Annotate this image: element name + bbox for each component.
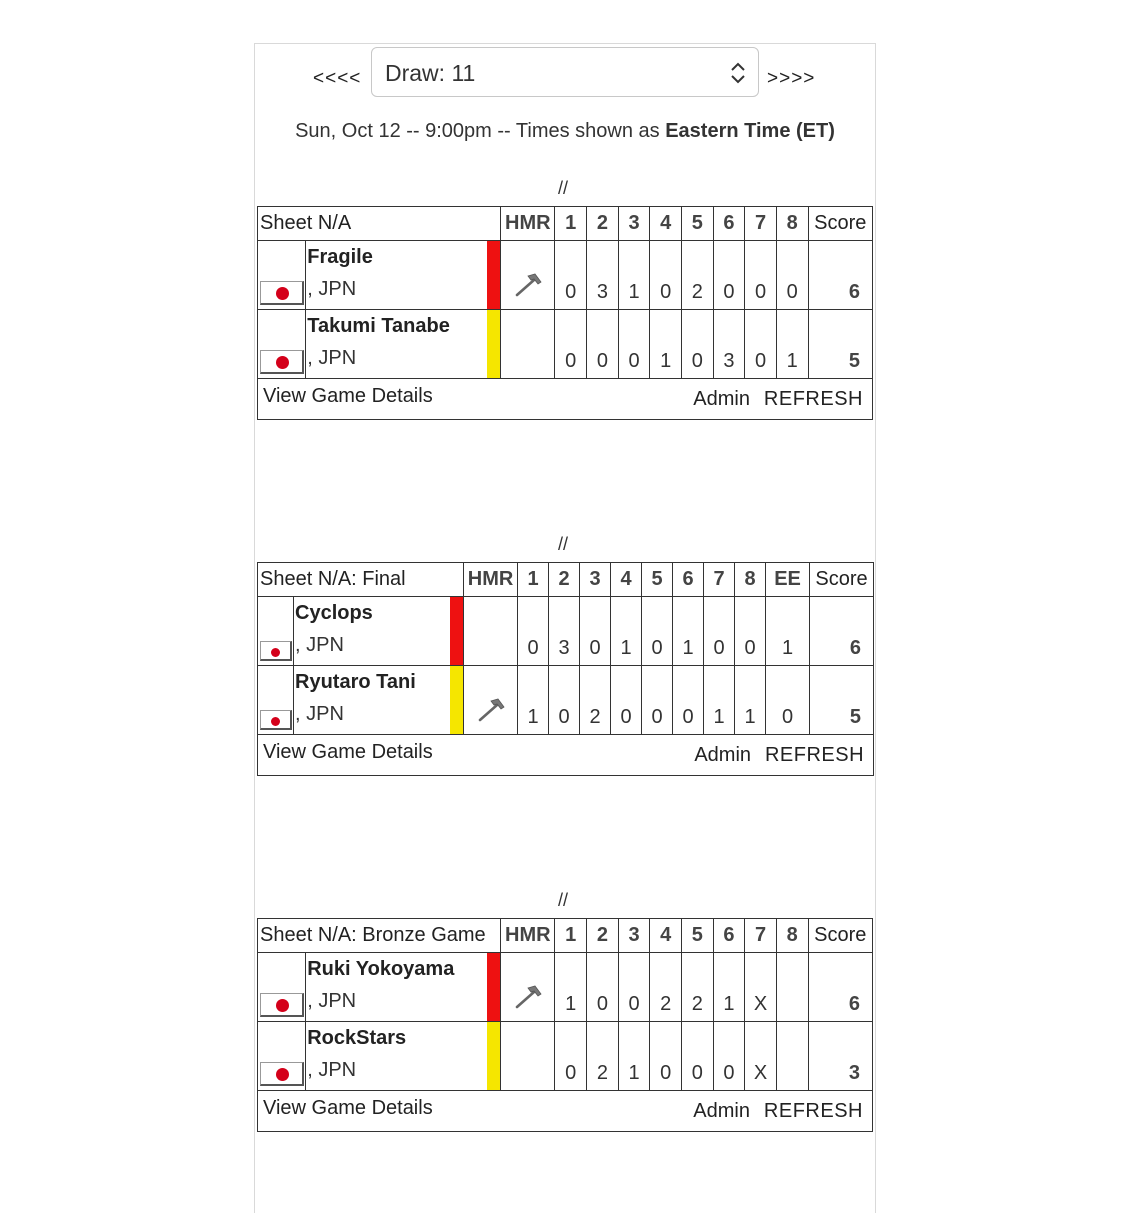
end-header: 3: [580, 563, 611, 597]
sheet-label: Sheet N/A: Bronze Game: [258, 919, 501, 953]
team-flag-cell: [258, 1022, 306, 1091]
hammer-cell: [464, 597, 518, 666]
end-header: 8: [735, 563, 766, 597]
total-score: 3: [808, 1022, 872, 1091]
end-score: 2: [650, 953, 682, 1022]
end-score: 1: [776, 310, 808, 379]
total-score: 6: [808, 953, 872, 1022]
total-score: 5: [810, 666, 874, 735]
score-header: Score: [808, 919, 872, 953]
end-score: 0: [580, 597, 611, 666]
admin-link[interactable]: Admin: [694, 744, 752, 766]
team-name[interactable]: Fragile: [307, 246, 373, 268]
draw-date-text: Sun, Oct 12 -- 9:00pm -- Times shown as: [295, 120, 666, 142]
team-country: , JPN: [307, 1059, 357, 1081]
score-header: Score: [810, 563, 874, 597]
end-score: 0: [555, 241, 587, 310]
end-score: [776, 1022, 808, 1091]
end-score: 0: [549, 666, 580, 735]
refresh-link[interactable]: REFRESH: [763, 1100, 863, 1122]
hmr-header: HMR: [501, 207, 555, 241]
end-score: 0: [735, 597, 766, 666]
end-score: 1: [673, 597, 704, 666]
end-header: 5: [681, 207, 713, 241]
view-game-details-link[interactable]: View Game Details: [263, 385, 433, 407]
scoreboard-header: [258, 563, 874, 597]
end-header: EE: [766, 563, 810, 597]
team-name-cell: [294, 666, 450, 735]
end-score: 0: [673, 666, 704, 735]
scoreboard-footer: [258, 379, 873, 420]
game-separator: //: [558, 178, 569, 198]
end-header: 2: [587, 207, 619, 241]
end-score: [776, 953, 808, 1022]
team-country: , JPN: [307, 347, 357, 369]
sheet-label: Sheet N/A: [258, 207, 501, 241]
stone-color-yellow: [487, 310, 501, 379]
end-header: 1: [518, 563, 549, 597]
end-header: 5: [681, 919, 713, 953]
team-flag-cell: [258, 241, 306, 310]
end-score: X: [745, 953, 777, 1022]
previous-draw-link[interactable]: <<<<: [313, 68, 362, 89]
hammer-cell: [501, 1022, 555, 1091]
game-separator: //: [558, 534, 569, 554]
end-header: 7: [704, 563, 735, 597]
draw-select[interactable]: [371, 47, 759, 97]
team-row: [258, 597, 874, 666]
end-header: 6: [713, 919, 745, 953]
total-score: 6: [808, 241, 872, 310]
japan-flag-icon: [260, 993, 304, 1017]
end-score: 2: [587, 1022, 619, 1091]
total-score: 5: [808, 310, 872, 379]
stone-color-yellow: [450, 666, 464, 735]
end-score: 0: [704, 597, 735, 666]
team-country: , JPN: [295, 634, 344, 656]
end-score: 1: [704, 666, 735, 735]
view-game-details-link[interactable]: View Game Details: [263, 1097, 433, 1119]
end-score: 0: [650, 241, 682, 310]
end-score: 0: [618, 953, 650, 1022]
draw-date-line: [254, 120, 876, 143]
end-header: 8: [776, 207, 808, 241]
stone-color-red: [487, 953, 501, 1022]
end-score: 0: [681, 310, 713, 379]
admin-link[interactable]: Admin: [693, 1100, 750, 1122]
end-score: 0: [618, 310, 650, 379]
end-score: 1: [518, 666, 549, 735]
end-score: 1: [766, 597, 810, 666]
end-header: 4: [650, 207, 682, 241]
end-header: 4: [650, 919, 682, 953]
stone-color-yellow: [487, 1022, 501, 1091]
team-name-cell: [294, 597, 450, 666]
japan-flag-icon: [260, 281, 304, 305]
hammer-cell: [501, 953, 555, 1022]
end-score: 2: [580, 666, 611, 735]
team-name[interactable]: Cyclops: [295, 602, 373, 624]
end-header: 3: [618, 919, 650, 953]
view-game-details-link[interactable]: View Game Details: [263, 741, 433, 763]
end-score: 2: [681, 953, 713, 1022]
timezone-label: Eastern Time (ET): [665, 120, 835, 142]
end-header: 4: [611, 563, 642, 597]
chevron-updown-icon: [730, 62, 746, 84]
next-draw-link[interactable]: >>>>: [767, 68, 816, 89]
scoreboard-header: [258, 919, 873, 953]
stone-color-red: [450, 597, 464, 666]
team-country: , JPN: [295, 703, 344, 725]
refresh-link[interactable]: REFRESH: [763, 388, 863, 410]
end-header: 1: [555, 919, 587, 953]
end-score: 3: [713, 310, 745, 379]
end-score: 0: [611, 666, 642, 735]
team-name[interactable]: Takumi Tanabe: [307, 315, 450, 337]
stone-color-red: [487, 241, 501, 310]
end-header: 7: [745, 207, 777, 241]
end-header: 3: [618, 207, 650, 241]
end-header: 5: [642, 563, 673, 597]
end-score: 0: [587, 953, 619, 1022]
team-row: [258, 1022, 873, 1091]
end-score: 0: [555, 1022, 587, 1091]
end-score: 1: [618, 1022, 650, 1091]
hammer-cell: [501, 310, 555, 379]
end-score: 0: [555, 310, 587, 379]
end-score: X: [745, 1022, 777, 1091]
team-country: , JPN: [307, 278, 357, 300]
end-score: 2: [681, 241, 713, 310]
end-header: 6: [713, 207, 745, 241]
end-score: 1: [650, 310, 682, 379]
end-score: 3: [587, 241, 619, 310]
end-header: 2: [587, 919, 619, 953]
team-name-cell: [306, 241, 487, 310]
scoreboard-footer: [258, 735, 874, 776]
team-name-cell: [306, 1022, 487, 1091]
team-flag-cell: [258, 953, 306, 1022]
japan-flag-icon: [260, 350, 304, 374]
end-score: 1: [555, 953, 587, 1022]
end-header: 8: [776, 919, 808, 953]
team-row: [258, 241, 873, 310]
team-name-cell: [306, 953, 487, 1022]
team-country: , JPN: [307, 990, 357, 1012]
end-score: 3: [549, 597, 580, 666]
team-flag-cell: [258, 597, 294, 666]
hammer-icon: [513, 273, 543, 297]
score-header: Score: [808, 207, 872, 241]
hammer-icon: [476, 698, 506, 722]
team-flag-cell: [258, 310, 306, 379]
total-score: 6: [810, 597, 874, 666]
team-row: [258, 666, 874, 735]
end-score: 0: [766, 666, 810, 735]
end-score: 1: [713, 953, 745, 1022]
hammer-cell: [501, 241, 555, 310]
team-row: [258, 953, 873, 1022]
end-header: 1: [555, 207, 587, 241]
hammer-icon: [513, 985, 543, 1009]
end-header: 7: [745, 919, 777, 953]
japan-flag-icon: [260, 641, 292, 661]
end-score: 0: [681, 1022, 713, 1091]
draw-select-value: Draw: 11: [385, 60, 476, 86]
japan-flag-icon: [260, 710, 292, 730]
scoreboard-footer: [258, 1091, 873, 1132]
hmr-header: HMR: [464, 563, 518, 597]
end-score: 0: [713, 1022, 745, 1091]
end-score: 1: [611, 597, 642, 666]
game-scoreboard: [257, 206, 873, 420]
team-flag-cell: [258, 666, 294, 735]
end-score: 0: [642, 666, 673, 735]
team-name[interactable]: Ryutaro Tani: [295, 671, 416, 693]
game-separator: //: [558, 890, 569, 910]
team-name[interactable]: RockStars: [307, 1027, 407, 1049]
end-score: 0: [587, 310, 619, 379]
team-row: [258, 310, 873, 379]
end-header: 6: [673, 563, 704, 597]
end-score: 0: [642, 597, 673, 666]
scoreboard-header: [258, 207, 873, 241]
refresh-link[interactable]: REFRESH: [764, 744, 865, 766]
team-name-cell: [306, 310, 487, 379]
admin-link[interactable]: Admin: [693, 388, 750, 410]
end-score: 0: [518, 597, 549, 666]
hammer-cell: [464, 666, 518, 735]
game-scoreboard: [257, 562, 874, 776]
end-score: 0: [776, 241, 808, 310]
end-header: 2: [549, 563, 580, 597]
end-score: 0: [650, 1022, 682, 1091]
team-name[interactable]: Ruki Yokoyama: [307, 958, 455, 980]
end-score: 0: [713, 241, 745, 310]
japan-flag-icon: [260, 1062, 304, 1086]
hmr-header: HMR: [501, 919, 555, 953]
end-score: 1: [735, 666, 766, 735]
end-score: 0: [745, 310, 777, 379]
end-score: 1: [618, 241, 650, 310]
end-score: 0: [745, 241, 777, 310]
game-scoreboard: [257, 918, 873, 1132]
sheet-label: Sheet N/A: Final: [258, 563, 464, 597]
